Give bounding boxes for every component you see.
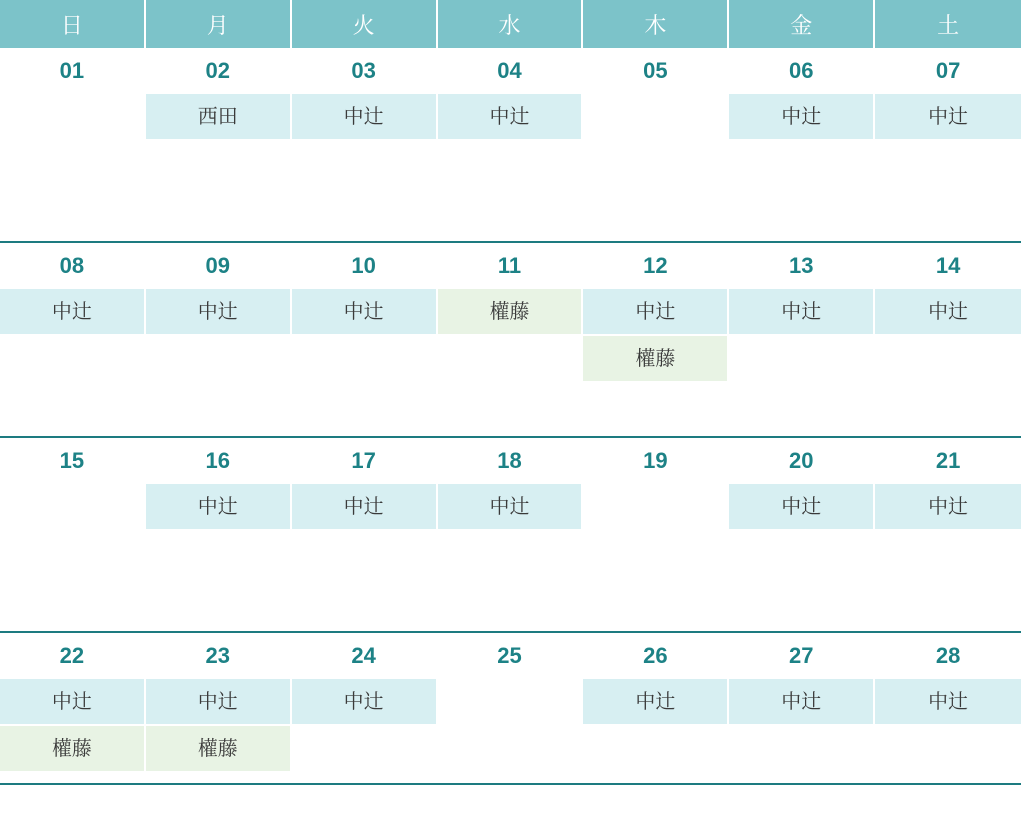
day-number: 15 (0, 438, 144, 484)
weekday-sun: 日 (0, 0, 146, 48)
weekday-wed: 水 (438, 0, 584, 48)
day-number: 26 (583, 633, 727, 679)
day-number: 27 (729, 633, 873, 679)
day-cell[interactable] (292, 243, 438, 436)
day-cell[interactable] (146, 48, 292, 241)
day-events (875, 289, 1021, 336)
event-chip[interactable]: 中辻 (438, 94, 582, 141)
day-events (0, 289, 144, 336)
event-chip[interactable]: 中辻 (438, 484, 582, 531)
day-cell[interactable] (438, 633, 584, 783)
calendar-week-row (0, 48, 1021, 241)
event-chip[interactable]: 中辻 (875, 484, 1021, 531)
day-cell[interactable] (438, 48, 584, 241)
day-events (583, 679, 727, 726)
day-cell[interactable] (875, 48, 1021, 241)
day-cell[interactable] (438, 438, 584, 631)
calendar-week-row (0, 241, 1021, 436)
day-events (729, 94, 873, 141)
day-cell[interactable] (583, 633, 729, 783)
event-chip[interactable]: 中辻 (292, 289, 436, 336)
event-chip[interactable]: 權藤 (583, 336, 727, 383)
day-cell[interactable] (729, 633, 875, 783)
day-events (438, 484, 582, 531)
day-number: 08 (0, 243, 144, 289)
calendar-week-row (0, 436, 1021, 631)
day-events (292, 484, 436, 531)
event-chip[interactable]: 中辻 (0, 289, 144, 336)
day-number: 25 (438, 633, 582, 679)
day-number: 02 (146, 48, 290, 94)
weekday-thu: 木 (583, 0, 729, 48)
day-cell[interactable] (0, 48, 146, 241)
day-events (0, 679, 144, 773)
day-cell[interactable] (146, 243, 292, 436)
day-number: 06 (729, 48, 873, 94)
day-events (438, 94, 582, 141)
event-chip[interactable]: 中辻 (875, 679, 1021, 726)
event-chip[interactable]: 權藤 (0, 726, 144, 773)
day-number: 12 (583, 243, 727, 289)
event-chip[interactable]: 中辻 (729, 679, 873, 726)
day-events (292, 289, 436, 336)
day-events (729, 679, 873, 726)
event-chip[interactable]: 中辻 (729, 94, 873, 141)
day-cell[interactable] (292, 633, 438, 783)
day-number: 18 (438, 438, 582, 484)
day-number: 11 (438, 243, 582, 289)
event-chip[interactable]: 中辻 (729, 289, 873, 336)
day-cell[interactable] (583, 243, 729, 436)
day-number: 22 (0, 633, 144, 679)
day-number: 05 (583, 48, 727, 94)
weekday-tue: 火 (292, 0, 438, 48)
day-cell[interactable] (292, 48, 438, 241)
day-cell[interactable] (292, 438, 438, 631)
event-chip[interactable]: 權藤 (438, 289, 582, 336)
day-number: 03 (292, 48, 436, 94)
day-number: 01 (0, 48, 144, 94)
day-cell[interactable] (583, 438, 729, 631)
event-chip[interactable]: 中辻 (146, 289, 290, 336)
day-number: 20 (729, 438, 873, 484)
weekday-mon: 月 (146, 0, 292, 48)
day-cell[interactable] (583, 48, 729, 241)
day-number: 28 (875, 633, 1021, 679)
event-chip[interactable]: 中辻 (0, 679, 144, 726)
day-cell[interactable] (875, 633, 1021, 783)
day-cell[interactable] (0, 633, 146, 783)
day-events (438, 289, 582, 336)
calendar-week-row (0, 631, 1021, 783)
day-number: 10 (292, 243, 436, 289)
weekday-header-row (0, 0, 1021, 48)
day-cell[interactable] (729, 48, 875, 241)
event-chip[interactable]: 西田 (146, 94, 290, 141)
day-number: 24 (292, 633, 436, 679)
calendar-bottom-divider (0, 783, 1021, 785)
day-events (146, 484, 290, 531)
day-cell[interactable] (146, 633, 292, 783)
day-events (875, 94, 1021, 141)
day-cell[interactable] (438, 243, 584, 436)
day-cell[interactable] (146, 438, 292, 631)
day-cell[interactable] (729, 438, 875, 631)
event-chip[interactable]: 中辻 (292, 484, 436, 531)
event-chip[interactable]: 中辻 (875, 94, 1021, 141)
day-cell[interactable] (875, 243, 1021, 436)
day-events (583, 289, 727, 383)
day-number: 19 (583, 438, 727, 484)
weekday-fri: 金 (729, 0, 875, 48)
day-events (875, 484, 1021, 531)
event-chip[interactable]: 中辻 (292, 679, 436, 726)
day-events (146, 679, 290, 773)
day-number: 17 (292, 438, 436, 484)
day-number: 13 (729, 243, 873, 289)
day-cell[interactable] (0, 243, 146, 436)
day-events (729, 484, 873, 531)
weekday-sat: 土 (875, 0, 1021, 48)
event-chip[interactable]: 中辻 (583, 679, 727, 726)
event-chip[interactable]: 中辻 (146, 484, 290, 531)
day-number: 04 (438, 48, 582, 94)
day-number: 21 (875, 438, 1021, 484)
day-events (146, 289, 290, 336)
day-events (729, 289, 873, 336)
day-events (875, 679, 1021, 726)
day-cell[interactable] (0, 438, 146, 631)
day-events (292, 679, 436, 726)
day-events (146, 94, 290, 141)
day-cell[interactable] (729, 243, 875, 436)
day-cell[interactable] (875, 438, 1021, 631)
event-chip[interactable]: 中辻 (875, 289, 1021, 336)
day-events (292, 94, 436, 141)
event-chip[interactable]: 中辻 (292, 94, 436, 141)
event-chip[interactable]: 權藤 (146, 726, 290, 773)
event-chip[interactable]: 中辻 (146, 679, 290, 726)
day-number: 14 (875, 243, 1021, 289)
event-chip[interactable]: 中辻 (583, 289, 727, 336)
event-chip[interactable]: 中辻 (729, 484, 873, 531)
day-number: 23 (146, 633, 290, 679)
day-number: 16 (146, 438, 290, 484)
day-number: 09 (146, 243, 290, 289)
day-number: 07 (875, 48, 1021, 94)
